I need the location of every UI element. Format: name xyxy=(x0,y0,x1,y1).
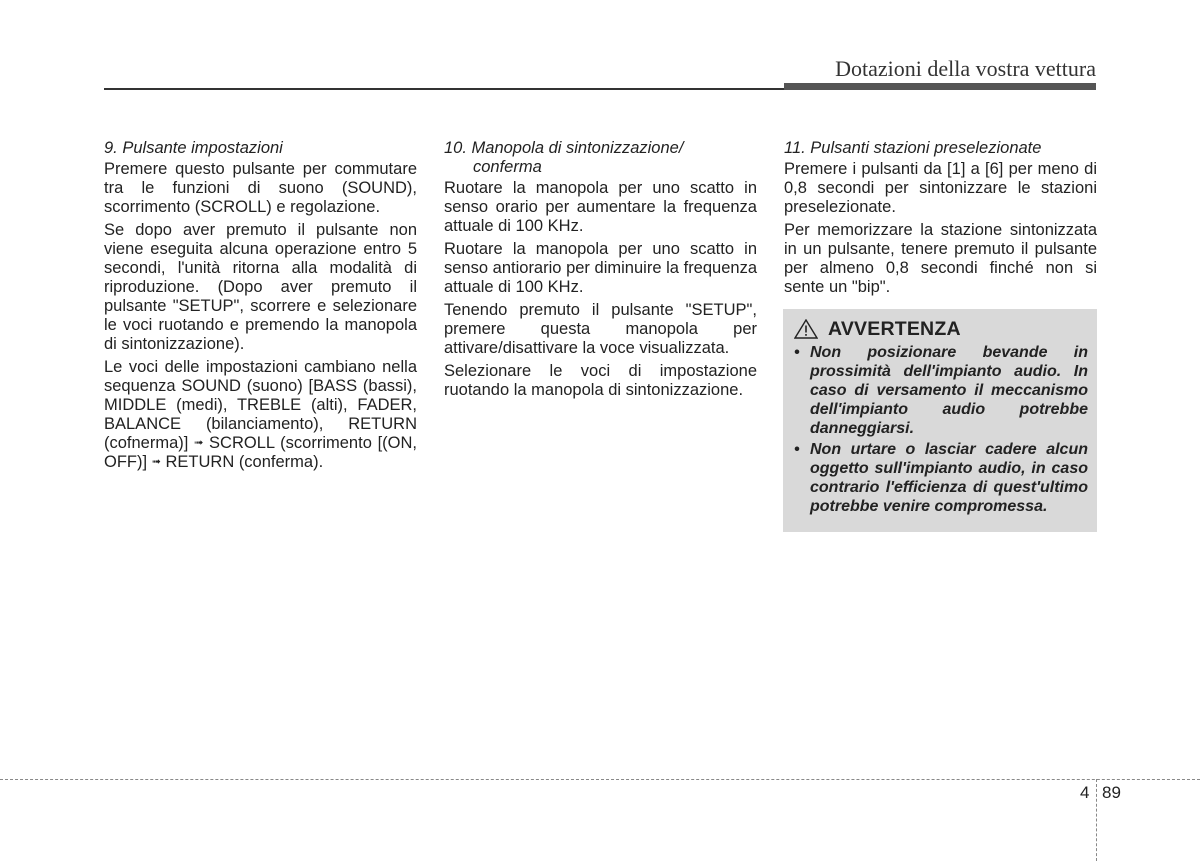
section-10-paragraph-3: Tenendo premuto il pulsante "SETUP", premere questa manopola per attivare/disattivare la voce visualizzata. xyxy=(444,301,757,357)
footer-dashed-divider xyxy=(1096,779,1097,861)
column-2 xyxy=(444,139,757,404)
section-11-paragraph-2: Per memorizzare la stazione sintonizzata in un pulsante, tenere premuto il pulsante per almeno 0,8 secondi finché non si sente un "bip". xyxy=(784,221,1097,296)
section-9-paragraph-1: Premere questo pulsante per commutare tra le funzioni di suono (SOUND), scorrimento (SCROLL) e regolazione. xyxy=(104,160,417,216)
bullet-icon: • xyxy=(794,344,800,361)
sequence-part-2: SCROLL (scorrimento [(ON, OFF)] xyxy=(104,434,417,471)
warning-box xyxy=(783,309,1097,532)
warning-triangle-icon xyxy=(794,319,818,339)
section-10-paragraph-2: Ruotare la manopola per uno scatto in senso antiorario per diminuire la frequenza attuale di 100 KHz. xyxy=(444,240,757,296)
arrow-right-icon: ➟ xyxy=(151,456,161,468)
section-9-title: 9. Pulsante impostazioni xyxy=(104,139,283,157)
section-10-paragraph-4: Selezionare le voci di impostazione ruotando la manopola di sintonizzazione. xyxy=(444,362,757,399)
section-11-paragraph-1: Premere i pulsanti da [1] a [6] per meno di 0,8 secondi per sintonizzare le stazioni preselezionate. xyxy=(784,160,1097,216)
warning-label: AVVERTENZA xyxy=(828,317,961,340)
column-1 xyxy=(104,139,417,476)
sequence-part-3: RETURN (conferma). xyxy=(165,453,324,471)
page-header-title: Dotazioni della vostra vettura xyxy=(835,56,1096,81)
page-number: 89 xyxy=(1102,783,1121,802)
header-rule-thick xyxy=(784,83,1096,90)
warning-item-text: Non posizionare bevande in prossimità dell'impianto audio. In caso di versamento il meccanismo dell'impianto audio potrebbe danneggiarsi. xyxy=(810,344,1088,437)
footer-dashed-rule xyxy=(0,779,1200,780)
sequence-part-1: Le voci delle impostazioni cambiano nella sequenza SOUND (suono) [BASS (bassi), MIDDLE (medi), TREBLE (alti), FADER, BALANCE (bilanciamento), RETURN (cofnerma)] xyxy=(104,358,417,452)
warning-item xyxy=(792,440,1088,516)
section-10-title-line-2: conferma xyxy=(473,158,542,176)
section-11-title: 11. Pulsanti stazioni preselezionate xyxy=(784,139,1042,157)
warning-item xyxy=(792,343,1088,438)
header-rule-thin xyxy=(104,88,784,90)
section-10-paragraph-1: Ruotare la manopola per uno scatto in senso orario per aumentare la frequenza attuale di 100 KHz. xyxy=(444,179,757,235)
chapter-number: 4 xyxy=(1080,783,1090,802)
arrow-right-icon: ➟ xyxy=(194,437,204,449)
section-9-paragraph-3 xyxy=(104,358,417,472)
section-9-paragraph-2: Se dopo aver premuto il pulsante non viene eseguita alcuna operazione entro 5 secondi, l'unità ritorna alla modalità di riproduzione. (Dopo aver premuto il pulsante "SETUP", scorrere e selezionare le voci ruotando e premendo la manopola di sintonizzazione). xyxy=(104,221,417,353)
column-3 xyxy=(784,139,1097,532)
section-10-title xyxy=(444,139,757,177)
section-10-title-line-1: 10. Manopola di sintonizzazione/ xyxy=(444,139,684,157)
bullet-icon: • xyxy=(794,441,800,458)
warning-header xyxy=(794,319,1088,339)
warning-item-text: Non urtare o lasciar cadere alcun oggetto sull'impianto audio, in caso contrario l'efficienza di quest'ultimo potrebbe venire compromessa. xyxy=(810,441,1088,515)
